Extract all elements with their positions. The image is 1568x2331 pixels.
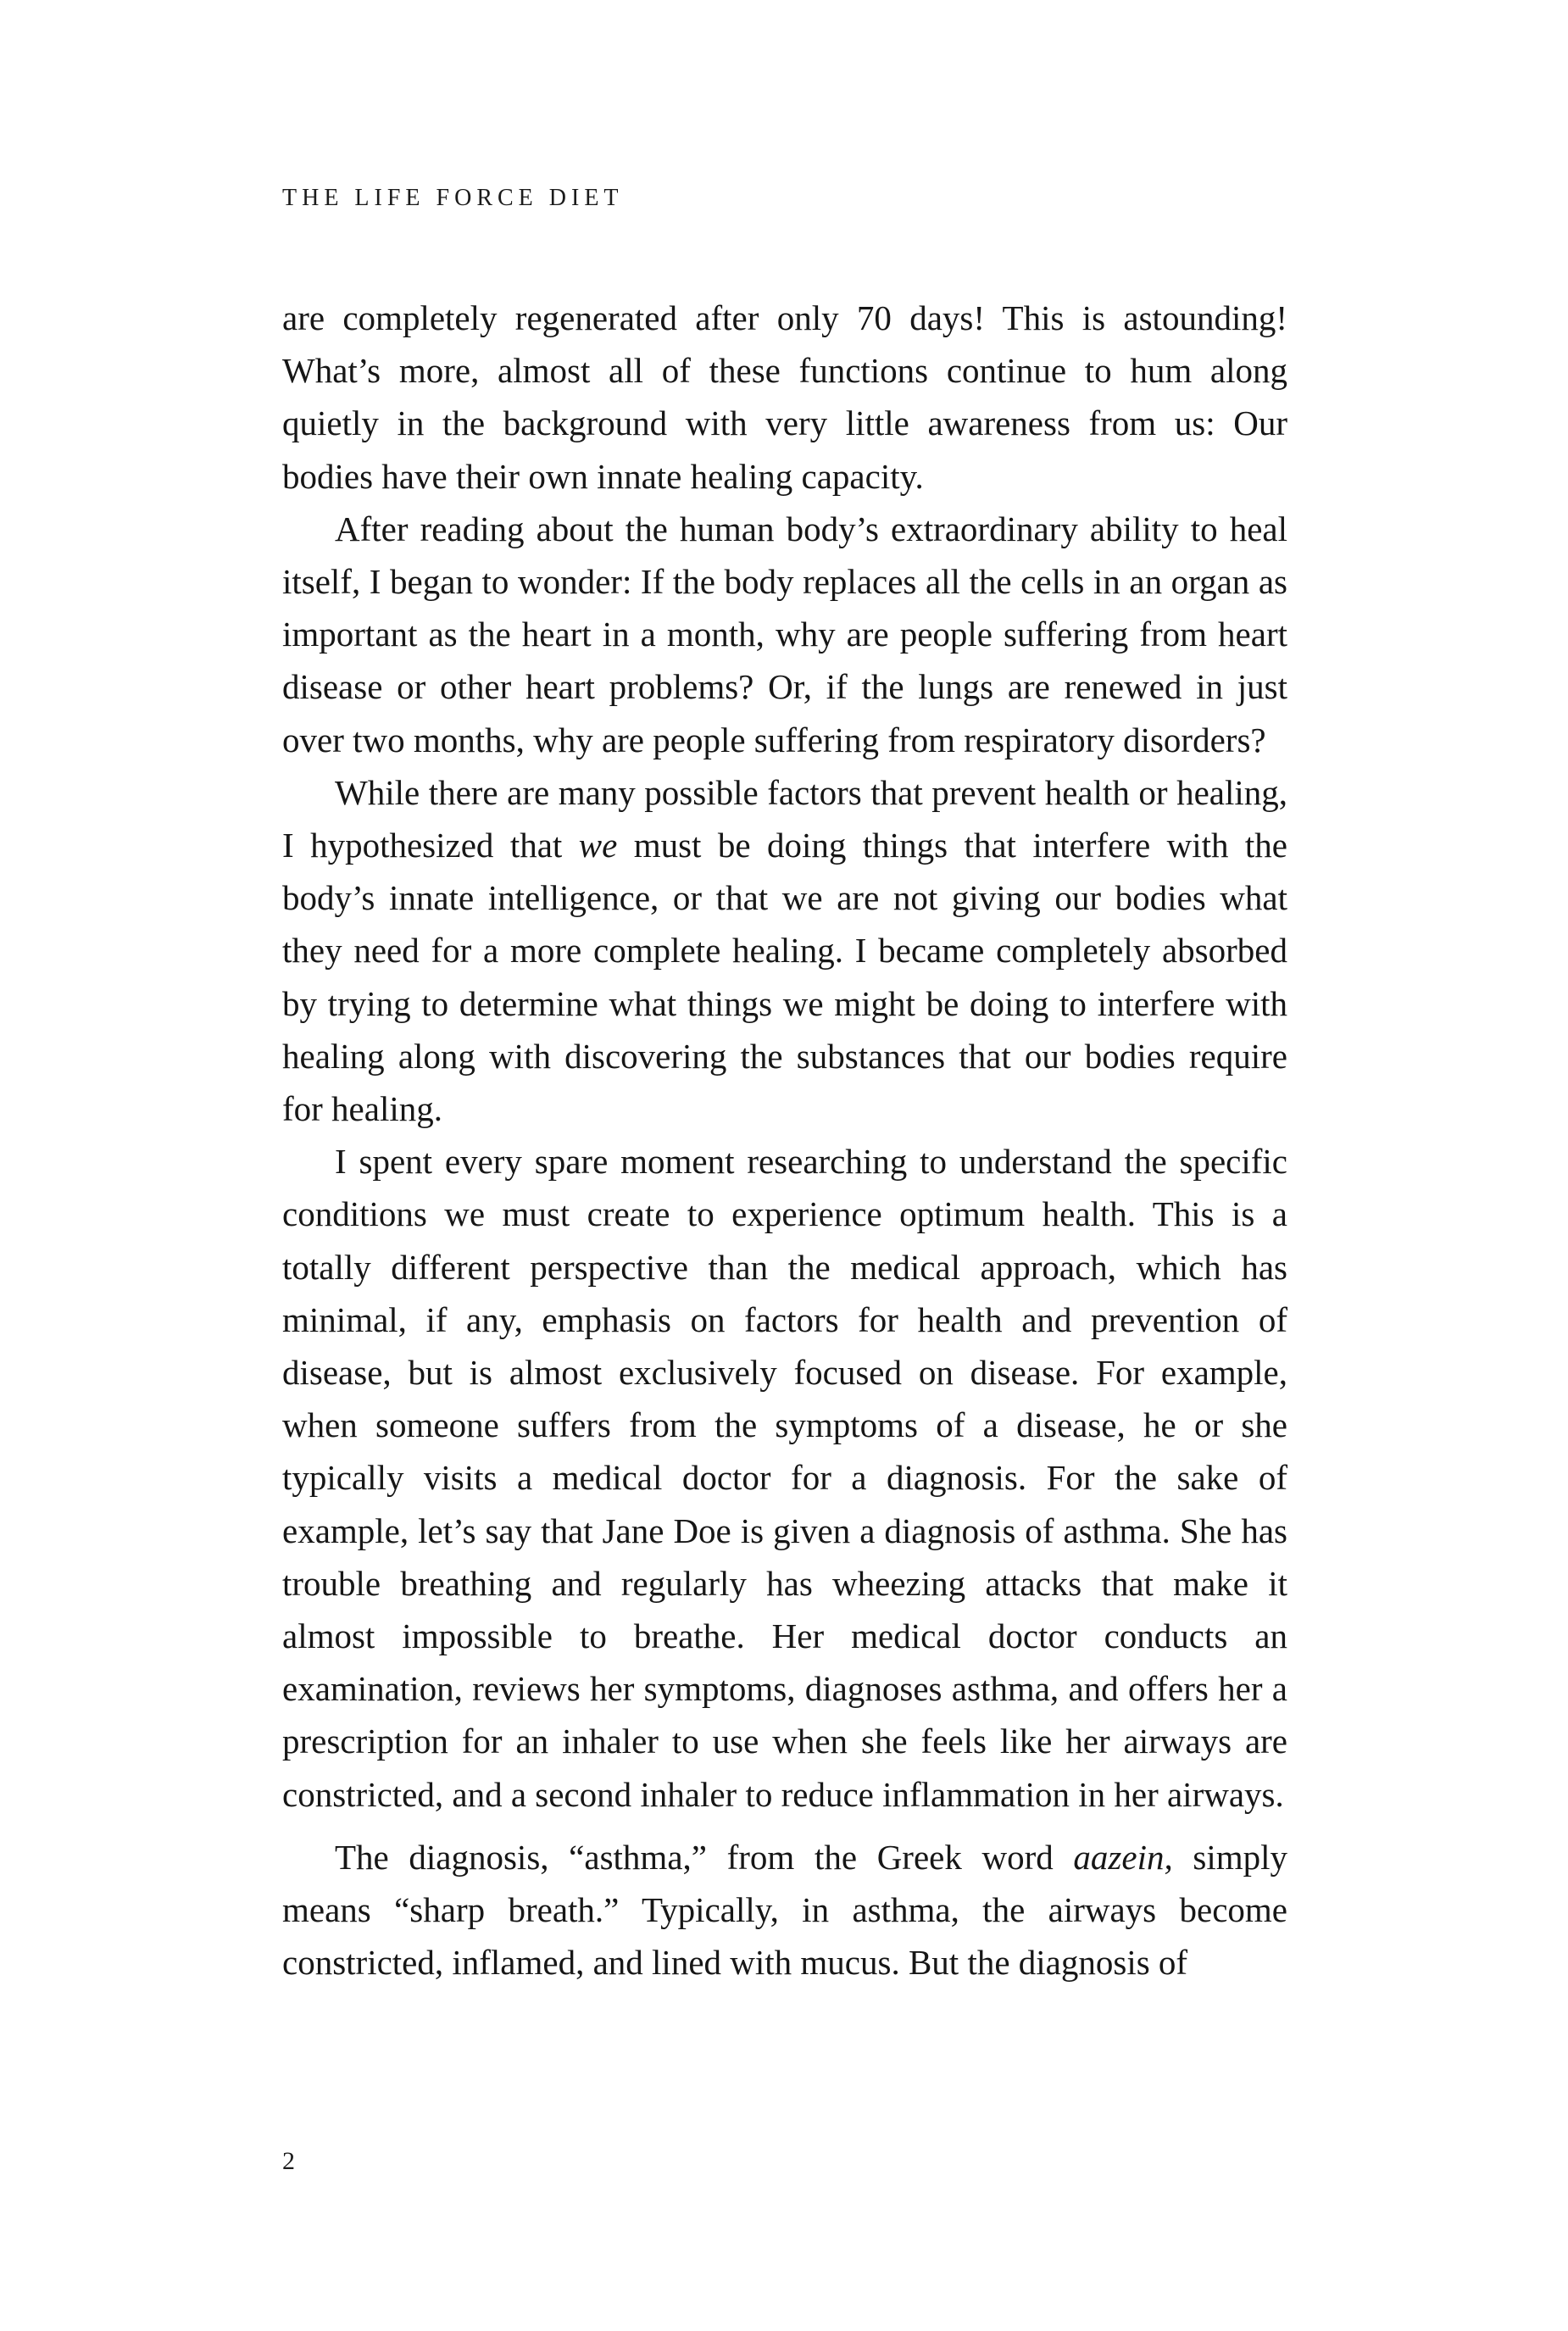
paragraph-text: I spent every spare moment researching to understand the specific conditions we must create to experience optimum health. This is a totally different perspective than the medical approach, which has minimal, if any, emphasis on factors for health and prevention of disease, but is almost exclusively focused on disease. For example, when someone suffers from the symptoms of a disease, he or she typically visits a medical doctor for a diagnosis. For the sake of example, let’s say that Jane Doe is given a diagnosis of asthma. She has trouble breathing and regularly has wheezing attacks that make it almost impossible to breathe. Her medical doctor conducts an examination, reviews her symptoms, diagnoses asthma, and offers her a prescription for an inhaler to use when she feels like her airways are constricted, and a second inhaler to reduce inflammation in her airways. — [282, 1142, 1287, 1814]
paragraph-text: The diagnosis, “asthma,” from the Greek word — [335, 1837, 1074, 1877]
paragraph-text: are completely regenerated after only 70 days! This is astounding! What’s more, almost all of these functions continue to hum along quietly in the background with very little awareness from us: Our bodies have their own innate healing capacity. — [282, 298, 1287, 496]
running-head: THE LIFE FORCE DIET — [282, 185, 624, 211]
paragraph-text: must be doing things that interfere with the body’s innate intelligence, or that we are not giving our bodies what they need for a more complete healing. I became completely absorbed by trying to determine what things we might be doing to interfere with healing along with discovering the substances that our bodies require for healing. — [282, 826, 1287, 1129]
paragraph — [282, 766, 1287, 1135]
paragraph-text: After reading about the human body’s extraordinary ability to heal itself, I began to wonder: If the body replaces all the cells in an organ as important as the heart in a month, why are people suffering from heart disease or other heart problems? Or, if the lungs are renewed in just over two months, why are people suffering from respiratory disorders? — [282, 509, 1287, 759]
paragraph — [282, 503, 1287, 766]
paragraph-text: simply means “sharp breath.” Typically, in asthma, the airways become constricted, inflamed, and lined with mucus. But the diagnosis of — [282, 1837, 1287, 1983]
paragraph-text: While there are many possible factors that prevent health or healing, I hypothesized that — [282, 772, 1287, 865]
italic-emphasis: we — [578, 826, 618, 865]
paragraph — [282, 1135, 1287, 1821]
paragraph — [282, 292, 1287, 503]
body-text — [282, 292, 1287, 1989]
page-number: 2 — [282, 2147, 295, 2175]
paragraph — [282, 1831, 1287, 1989]
italic-emphasis: aazein, — [1073, 1837, 1173, 1877]
